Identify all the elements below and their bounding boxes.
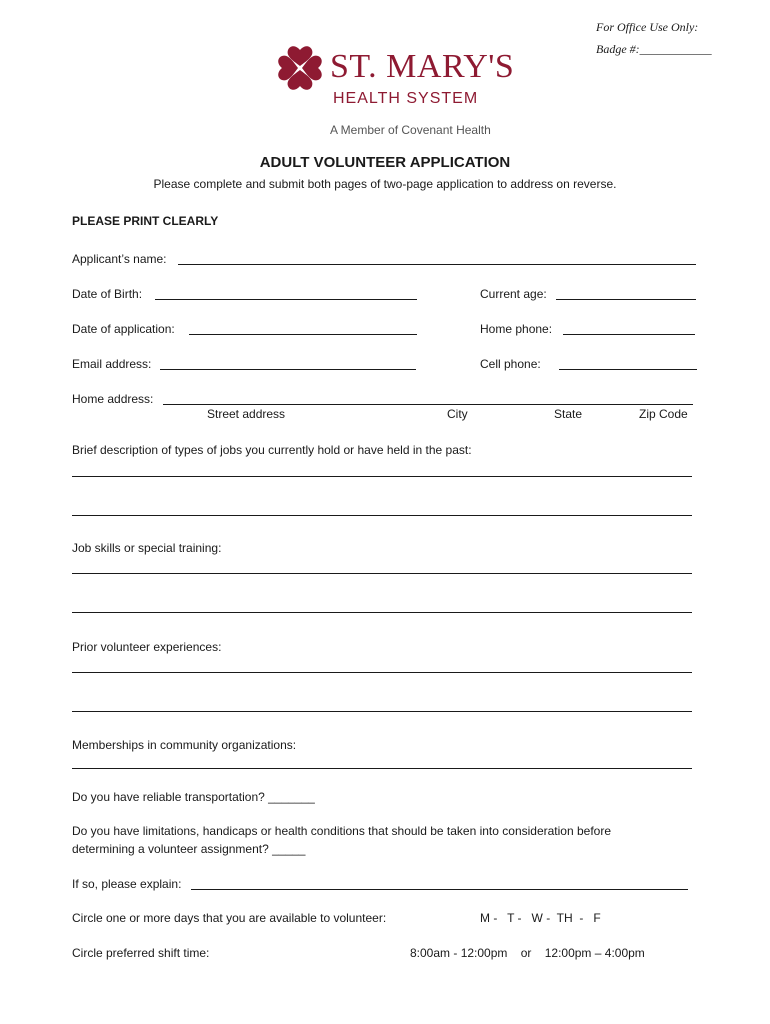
zip-caption: Zip Code — [639, 407, 688, 421]
logo-brand: ST. MARY'S — [330, 48, 515, 85]
prior-volunteer-field-line-1[interactable] — [72, 672, 692, 673]
cell-phone-label: Cell phone: — [480, 357, 541, 371]
prior-volunteer-field-line-2[interactable] — [72, 711, 692, 712]
home-address-field[interactable] — [163, 404, 693, 405]
home-address-label: Home address: — [72, 392, 154, 406]
logo-subtitle: HEALTH SYSTEM — [333, 90, 479, 107]
print-clearly-label: PLEASE PRINT CLEARLY — [72, 214, 219, 228]
skills-field-line-1[interactable] — [72, 573, 692, 574]
skills-label: Job skills or special training: — [72, 541, 222, 555]
city-caption: City — [447, 407, 468, 421]
explain-label: If so, please explain: — [72, 877, 182, 891]
shift-options[interactable]: 8:00am - 12:00pm or 12:00pm – 4:00pm — [410, 946, 645, 960]
applicant-name-label: Applicant’s name: — [72, 252, 167, 266]
current-age-field[interactable] — [556, 299, 696, 300]
transportation-question: Do you have reliable transportation? _______ — [72, 790, 315, 804]
state-caption: State — [554, 407, 583, 421]
badge-number-field: Badge #:____________ — [596, 42, 712, 56]
limitations-question-line-2: determining a volunteer assignment? _____ — [72, 842, 306, 856]
memberships-label: Memberships in community organizations: — [72, 738, 297, 752]
date-application-label: Date of application: — [72, 322, 175, 336]
home-phone-field[interactable] — [563, 334, 695, 335]
prior-volunteer-label: Prior volunteer experiences: — [72, 640, 222, 654]
jobs-field-line-2[interactable] — [72, 515, 692, 516]
st-marys-logo — [276, 44, 515, 142]
heart-cross-logo-icon — [276, 44, 324, 92]
email-label: Email address: — [72, 357, 152, 371]
memberships-field[interactable] — [72, 768, 692, 769]
current-age-label: Current age: — [480, 287, 547, 301]
cell-phone-field[interactable] — [559, 369, 697, 370]
applicant-name-field[interactable] — [178, 264, 696, 265]
email-field[interactable] — [160, 369, 416, 370]
shift-label: Circle preferred shift time: — [72, 946, 210, 960]
page-subtitle: Please complete and submit both pages of two-page application to address on reverse. — [153, 177, 617, 191]
dob-label: Date of Birth: — [72, 287, 143, 301]
dob-field[interactable] — [155, 299, 417, 300]
page-title: ADULT VOLUNTEER APPLICATION — [259, 154, 511, 171]
date-application-field[interactable] — [189, 334, 417, 335]
days-label: Circle one or more days that you are available to volunteer: — [72, 911, 387, 925]
office-use-label: For Office Use Only: — [596, 20, 699, 34]
explain-field[interactable] — [191, 889, 688, 890]
limitations-question-line-1: Do you have limitations, handicaps or health conditions that should be taken into consideration before — [72, 824, 612, 838]
home-phone-label: Home phone: — [480, 322, 553, 336]
jobs-field-line-1[interactable] — [72, 476, 692, 477]
skills-field-line-2[interactable] — [72, 612, 692, 613]
jobs-label: Brief description of types of jobs you currently hold or have held in the past: — [72, 443, 472, 457]
days-options[interactable]: M - T - W - TH - F — [480, 911, 601, 925]
street-caption: Street address — [207, 407, 286, 421]
office-use-block — [596, 16, 712, 60]
logo-member-text: A Member of Covenant Health — [330, 123, 491, 137]
